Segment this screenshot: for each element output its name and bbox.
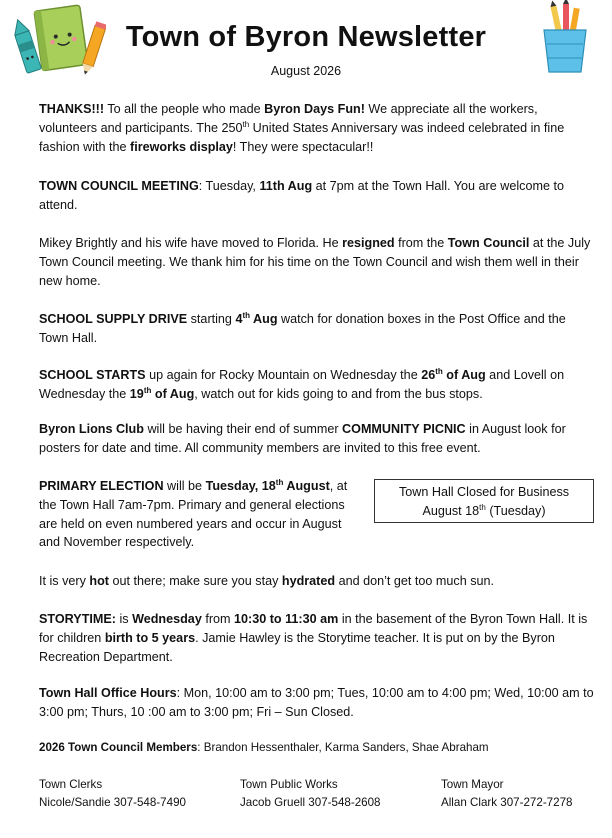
heat-paragraph: It is very hot out there; make sure you stay hydrated and don’t get too much sun. — [39, 574, 495, 588]
contact-role: Town Clerks — [39, 778, 103, 791]
closed-box-title: Town Hall Closed for Business — [398, 485, 570, 499]
closed-box-date: August 18th (Tuesday) — [422, 503, 546, 518]
contact-role: Town Public Works — [240, 778, 338, 791]
election-paragraph: PRIMARY ELECTION will be Tuesday, 18th August, at the Town Hall 7am-7pm. Primary and general elections are held on even numbered years and occur in August and November respectively. — [39, 478, 348, 550]
picnic-paragraph: Byron Lions Club will be having their end of summer COMMUNITY PICNIC in August look for posters for date and time. All community members are invited to this free event. — [39, 422, 566, 455]
contact-town-clerks — [39, 776, 186, 811]
newsletter-title: Town of Byron Newsletter — [125, 21, 487, 53]
supply-drive-paragraph: SCHOOL SUPPLY DRIVE starting 4th Aug watch for donation boxes in the Post Office and the Town Hall. — [39, 311, 566, 345]
thanks-paragraph: THANKS!!! To all the people who made Byron Days Fun! We appreciate all the workers, volunteers and participants. The 250th United States Anniversary was indeed celebrated in fine fashion with the fireworks display! They were spectacular!! — [39, 102, 565, 154]
office-hours-paragraph: Town Hall Office Hours: Mon, 10:00 am to 3:00 pm; Tues, 10:00 am to 4:00 pm; Wed, 10:00 am to 3:00 pm; Thurs, 10 :00 am to 3:00 pm; Fri – Sun Closed. — [39, 686, 594, 719]
contact-detail: Nicole/Sandie 307-548-7490 — [39, 795, 186, 809]
contact-detail: Allan Clark 307-272-7278 — [441, 795, 573, 809]
resignation-paragraph: Mikey Brightly and his wife have moved to Florida. He resigned from the Town Council at the July Town Council meeting. We thank him for his time on the Town Council and wish them well in their new home. — [39, 236, 591, 288]
contact-detail: Jacob Gruell 307-548-2608 — [240, 795, 381, 809]
town-hall-closed-box — [374, 479, 594, 523]
contact-town-mayor — [441, 776, 572, 811]
council-meeting-paragraph: TOWN COUNCIL MEETING: Tuesday, 11th Aug at 7pm at the Town Hall. You are welcome to attend. — [39, 179, 564, 212]
council-members: 2026 Town Council Members: Brandon Hessenthaler, Karma Sanders, Shae Abraham — [39, 741, 489, 754]
school-starts-paragraph: SCHOOL STARTS up again for Rocky Mountain on Wednesday the 26th of Aug and Lovell on Wednesday the 19th of Aug, watch out for kids going to and from the bus stops. — [39, 367, 565, 401]
storytime-paragraph: STORYTIME: is Wednesday from 10:30 to 11:30 am in the basement of the Byron Town Hall. It is for children birth to 5 years. Jamie Hawley is the Storytime teacher. It is put on by the Byron Recreation Department. — [39, 612, 588, 664]
contact-role: Town Mayor — [441, 778, 504, 791]
newsletter-date: August 2026 — [270, 64, 342, 78]
contact-public-works — [240, 776, 381, 811]
